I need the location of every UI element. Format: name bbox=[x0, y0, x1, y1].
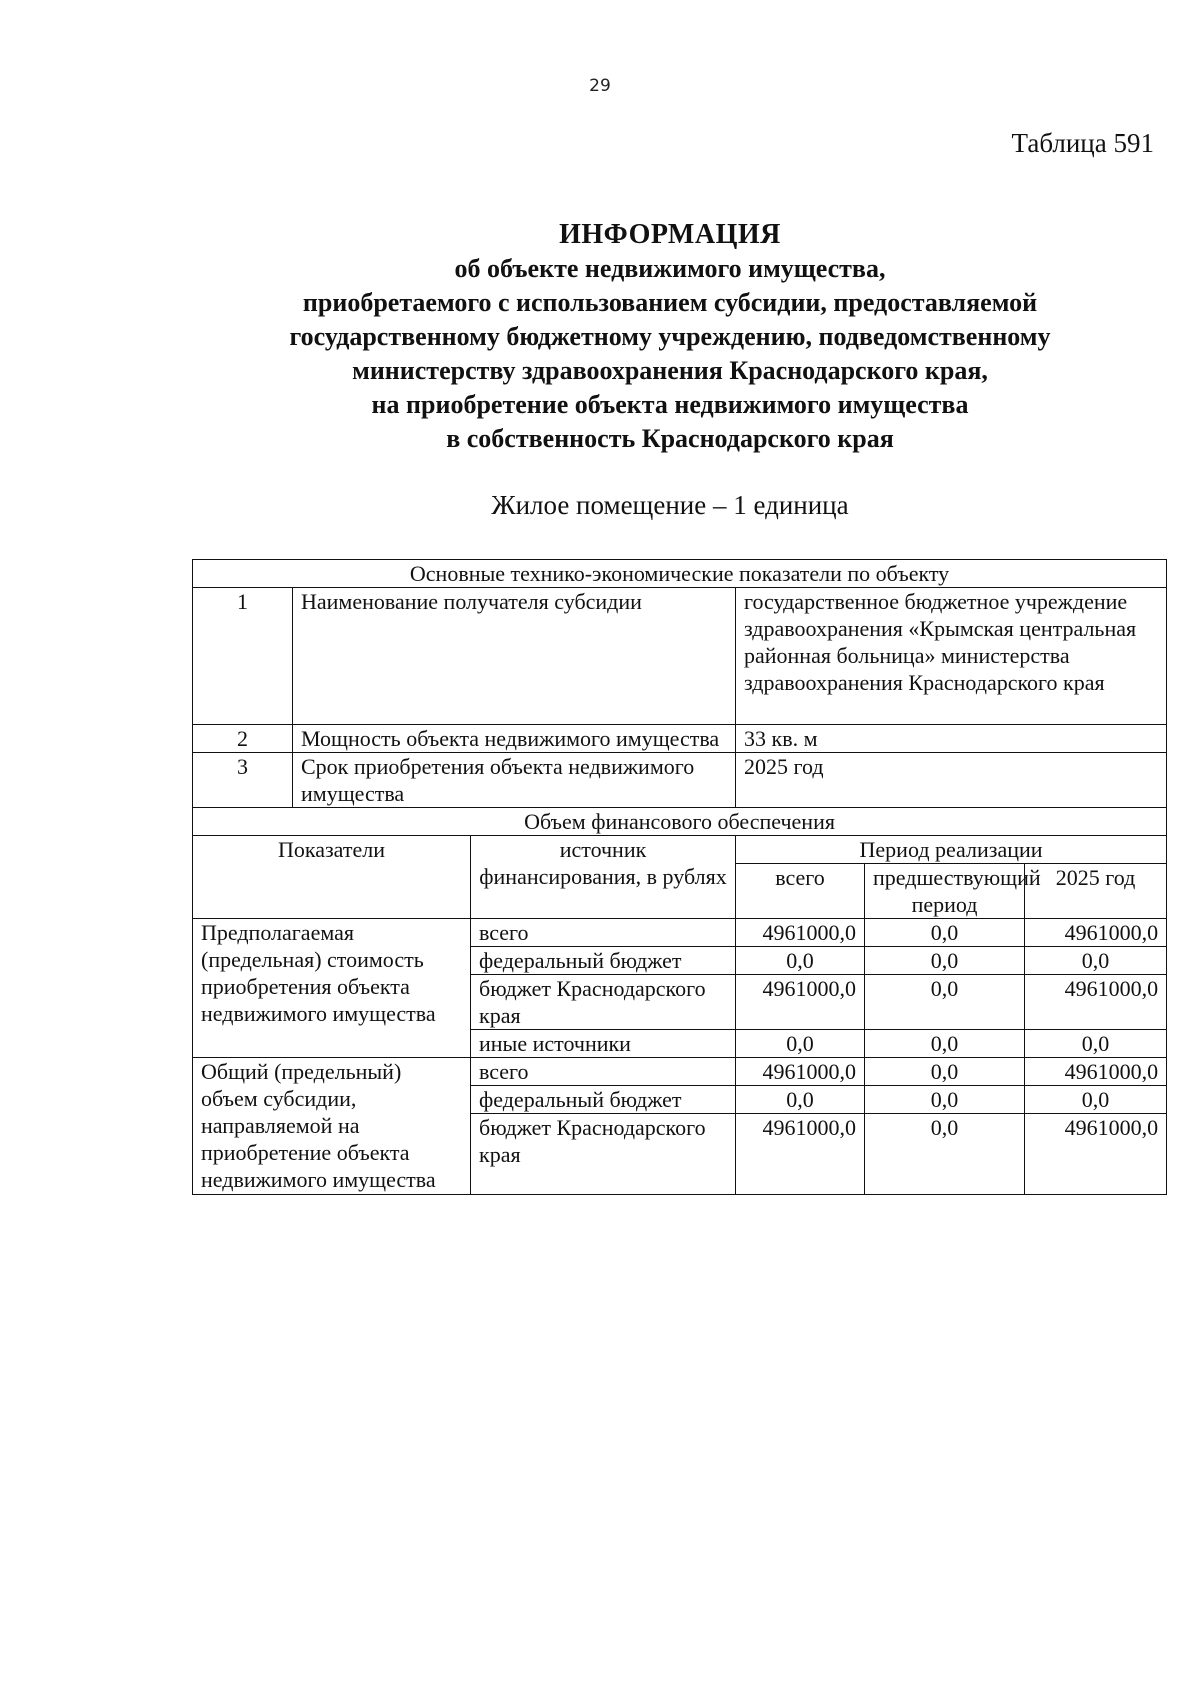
previous-cell: 0,0 bbox=[865, 975, 1025, 1030]
year-cell: 4961000,0 bbox=[1025, 1114, 1167, 1195]
year-cell: 4961000,0 bbox=[1025, 919, 1167, 947]
previous-cell: 0,0 bbox=[865, 947, 1025, 975]
indicator-number: 3 bbox=[193, 753, 293, 808]
indicator-number: 1 bbox=[193, 588, 293, 725]
indicator-row bbox=[193, 588, 1167, 725]
heading-line: приобретаемого с использованием субсидии, предоставляемой bbox=[302, 288, 1038, 317]
total-cell: 4961000,0 bbox=[736, 1114, 865, 1195]
source-cell: бюджет Краснодарского края bbox=[471, 975, 736, 1030]
indicator-name: Срок приобретения объекта недвижимого имущества bbox=[293, 753, 736, 808]
heading-line: в собственность Краснодарского края bbox=[446, 424, 894, 453]
indicator-name: Мощность объекта недвижимого имущества bbox=[293, 725, 736, 753]
source-cell: федеральный бюджет bbox=[471, 1086, 736, 1114]
heading-line: государственному бюджетному учреждению, подведомственному bbox=[289, 322, 1051, 351]
header-total: всего bbox=[736, 864, 865, 919]
previous-cell: 0,0 bbox=[865, 1058, 1025, 1086]
total-cell: 4961000,0 bbox=[736, 975, 865, 1030]
header-indicators: Показатели bbox=[193, 836, 471, 919]
section-title: Основные технико-экономические показатели по объекту bbox=[193, 560, 1167, 588]
indicator-value: 33 кв. м bbox=[736, 725, 1167, 753]
finance-row bbox=[193, 919, 1167, 947]
heading-line: об объекте недвижимого имущества, bbox=[454, 254, 886, 283]
total-cell: 0,0 bbox=[736, 1030, 865, 1058]
indicator-row bbox=[193, 753, 1167, 808]
finance-row bbox=[193, 1058, 1167, 1086]
year-cell: 4961000,0 bbox=[1025, 975, 1167, 1030]
header-previous: предшествующий период bbox=[865, 864, 1025, 919]
header-source: источник финансирования, в рублях bbox=[471, 836, 736, 919]
section-row bbox=[193, 560, 1167, 588]
group-label: Общий (предельный) объем субсидии, направляемой на приобретение объекта недвижимого имущества bbox=[193, 1058, 471, 1195]
indicator-value: государственное бюджетное учреждение здравоохранения «Крымская центральная районная больница» министерства здравоохранения Краснодарского края bbox=[736, 588, 1167, 725]
group-label: Предполагаемая (предельная) стоимость приобретения объекта недвижимого имущества bbox=[193, 919, 471, 1058]
table-label: Таблица 591 bbox=[1011, 128, 1154, 158]
heading-title: ИНФОРМАЦИЯ bbox=[559, 219, 781, 250]
year-cell: 0,0 bbox=[1025, 1086, 1167, 1114]
previous-cell: 0,0 bbox=[865, 919, 1025, 947]
heading-line: министерству здравоохранения Краснодарского края, bbox=[352, 356, 988, 385]
header-year: 2025 год bbox=[1025, 864, 1167, 919]
year-cell: 0,0 bbox=[1025, 1030, 1167, 1058]
source-cell: бюджет Краснодарского края bbox=[471, 1114, 736, 1195]
previous-cell: 0,0 bbox=[865, 1086, 1025, 1114]
header-row bbox=[193, 836, 1167, 864]
document-heading bbox=[180, 218, 1160, 456]
year-cell: 4961000,0 bbox=[1025, 1058, 1167, 1086]
indicator-name: Наименование получателя субсидии bbox=[293, 588, 736, 725]
section-row bbox=[193, 808, 1167, 836]
source-cell: иные источники bbox=[471, 1030, 736, 1058]
total-cell: 4961000,0 bbox=[736, 919, 865, 947]
previous-cell: 0,0 bbox=[865, 1114, 1025, 1195]
indicator-row bbox=[193, 725, 1167, 753]
source-cell: всего bbox=[471, 1058, 736, 1086]
previous-cell: 0,0 bbox=[865, 1030, 1025, 1058]
page-number: 29 bbox=[589, 76, 611, 96]
indicator-value: 2025 год bbox=[736, 753, 1167, 808]
source-cell: всего bbox=[471, 919, 736, 947]
header-period: Период реализации bbox=[736, 836, 1167, 864]
object-subheading: Жилое помещение – 1 единица bbox=[491, 490, 849, 520]
total-cell: 4961000,0 bbox=[736, 1058, 865, 1086]
heading-line: на приобретение объекта недвижимого имущества bbox=[371, 390, 969, 419]
info-table bbox=[192, 559, 1167, 1195]
indicator-number: 2 bbox=[193, 725, 293, 753]
total-cell: 0,0 bbox=[736, 947, 865, 975]
section-title: Объем финансового обеспечения bbox=[193, 808, 1167, 836]
year-cell: 0,0 bbox=[1025, 947, 1167, 975]
total-cell: 0,0 bbox=[736, 1086, 865, 1114]
source-cell: федеральный бюджет bbox=[471, 947, 736, 975]
